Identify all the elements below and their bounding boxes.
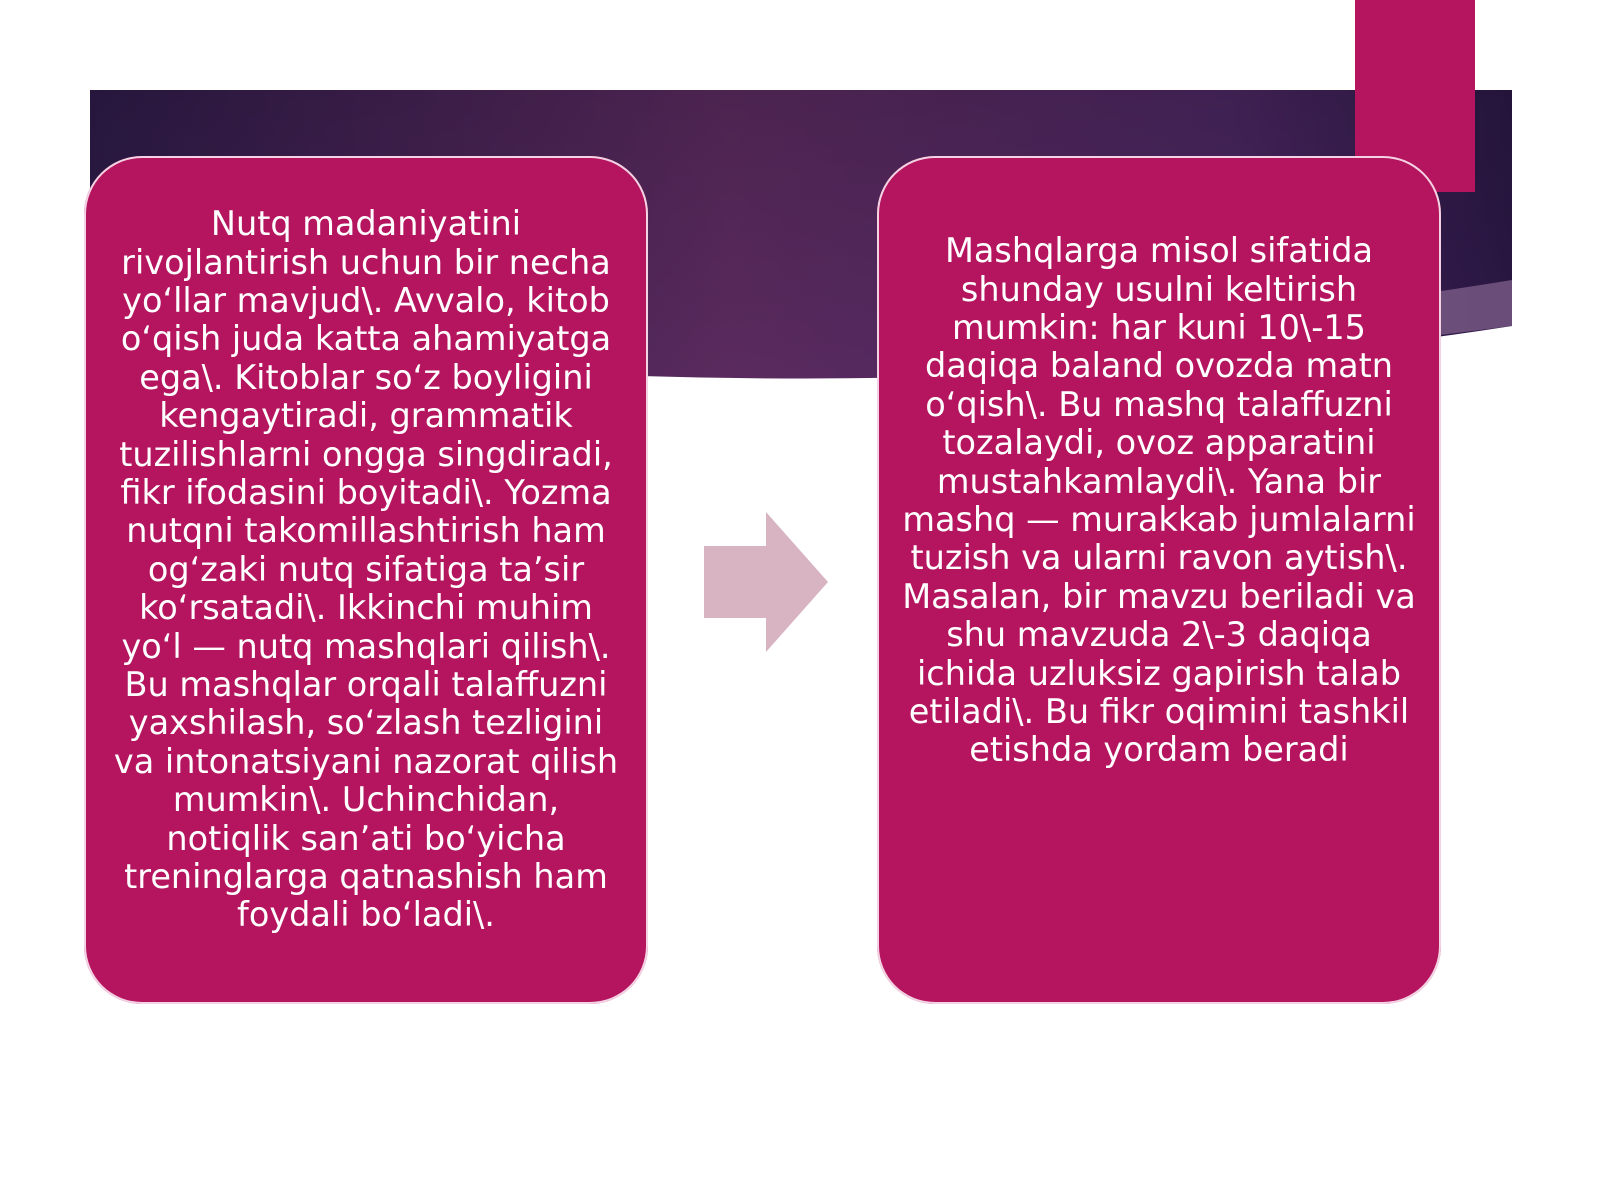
left-card-text: Nutq madaniyatini rivojlantirish uchun bir necha yo‘llar mavjud\. Avvalo, kitob o‘qish juda katta ahamiyatga ega\. Kitoblar so‘z boyligini kengaytiradi, grammatik tuzilishlarni ongga singdiradi, fikr ifodasini boyitadi\. Yozma nutqni takomillashtirish ham og‘zaki nutq sifatiga ta’sir ko‘rsatadi\. Ikkinchi muhim yo‘l — nutq mashqlari qilish\. Bu mashqlar orqali talaffuzni yaxshilash, so‘zlash tezligini va intonatsiyani nazorat qilish mumkin\. Uchinchidan, notiqlik san’ati bo‘yicha treninglarga qatnashish ham foydali bo‘ladi\. [113,204,619,935]
right-text-card [877,156,1441,1004]
right-arrow-icon [704,512,828,652]
right-card-text: Mashqlarga misol sifatida shunday usulni keltirish mumkin: har kuni 10\-15 daqiqa baland ovozda matn o‘qish\. Bu mashq talaffuzni tozalaydi, ovoz apparatini mustahkamlaydi\. Yana bir mashq — murakkab jumlalarni tuzish va ularni ravon aytish\. Masalan, bir mavzu beriladi va shu mavzuda 2\-3 daqiqa ichida uzluksiz gapirish talab etiladi\. Bu fikr oqimini tashkil etishda yordam beradi [902,231,1416,770]
left-text-card [84,156,648,1004]
